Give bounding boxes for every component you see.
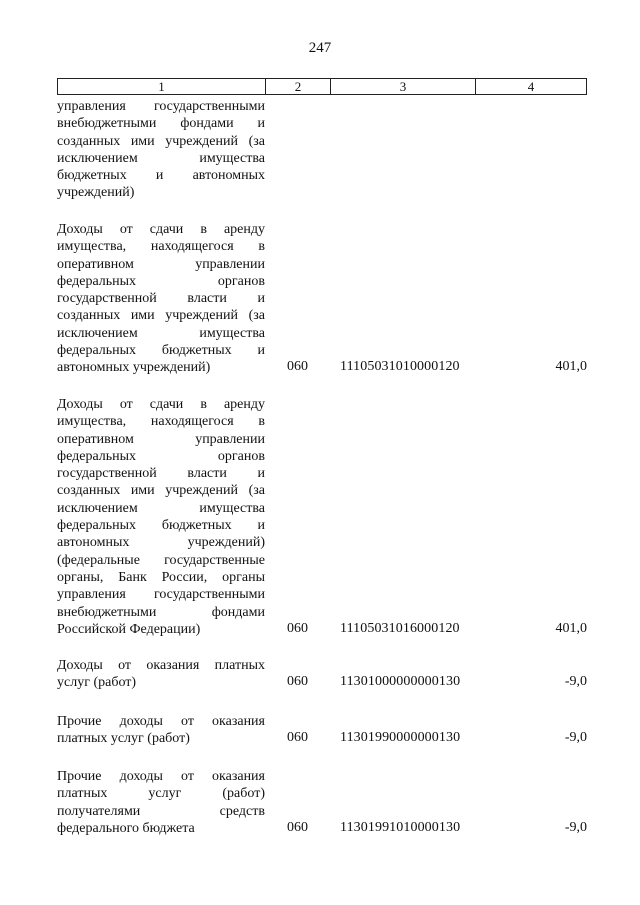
description-line: платных услуг (работ) bbox=[57, 731, 190, 747]
row-code: 060 bbox=[287, 819, 308, 835]
description-line: Доходы от сдачи в аренду bbox=[57, 397, 265, 412]
column-header-4: 4 bbox=[527, 79, 535, 94]
description-line: имущества, находящегося в bbox=[57, 414, 265, 430]
description-line: (федеральные государственные bbox=[57, 552, 265, 568]
row-classification-code: 11105031016000120 bbox=[340, 620, 460, 636]
description-line: федеральных органов bbox=[57, 448, 265, 464]
description-line: услуг (работ) bbox=[57, 675, 137, 691]
description-line: автономных учреждений) bbox=[57, 535, 265, 551]
description-line: управления государственными bbox=[57, 99, 265, 114]
row-code: 060 bbox=[287, 674, 308, 690]
page-number: 247 bbox=[308, 40, 332, 56]
row-amount: -9,0 bbox=[564, 819, 587, 835]
description-line: оперативном управлении bbox=[57, 256, 265, 272]
description-line: созданных ими учреждений (за bbox=[57, 483, 265, 499]
description-line: Доходы от оказания платных bbox=[57, 658, 265, 673]
description-line: федерального бюджета bbox=[57, 820, 195, 836]
row-classification-code: 11301000000000130 bbox=[340, 674, 461, 690]
column-header-1: 1 bbox=[58, 79, 266, 94]
description-line: имущества, находящегося в bbox=[57, 239, 265, 255]
description-line: исключением имущества bbox=[57, 150, 265, 166]
description-line: учреждений) bbox=[57, 185, 135, 201]
description-line: созданных ими учреждений (за bbox=[57, 308, 265, 324]
description-line: автономных учреждений) bbox=[57, 360, 211, 376]
row-classification-code: 11105031010000120 bbox=[340, 359, 460, 375]
row-description bbox=[57, 768, 265, 837]
description-line: управления государственными bbox=[57, 587, 265, 603]
description-line: Прочие доходы от оказания bbox=[57, 769, 265, 784]
description-line: внебюджетными фондами bbox=[57, 604, 265, 620]
description-line: государственной власти и bbox=[57, 291, 265, 307]
row-amount: -9,0 bbox=[564, 674, 587, 690]
description-line: федеральных органов bbox=[57, 273, 265, 289]
column-header-3: 3 bbox=[331, 79, 476, 94]
description-line: платных услуг (работ) bbox=[57, 786, 265, 802]
column-header-2: 2 bbox=[266, 79, 331, 94]
row-code: 060 bbox=[287, 620, 308, 636]
description-line: федеральных бюджетных и bbox=[57, 518, 265, 534]
row-code: 060 bbox=[287, 730, 308, 746]
description-line: исключением имущества bbox=[57, 325, 265, 341]
description-line: оперативном управлении bbox=[57, 431, 265, 447]
description-line: федеральных бюджетных и bbox=[57, 343, 265, 359]
row-classification-code: 11301991010000130 bbox=[340, 819, 461, 835]
description-line: созданных ими учреждений (за bbox=[57, 133, 265, 149]
description-line: внебюджетными фондами и bbox=[57, 116, 265, 132]
row-amount: 401,0 bbox=[555, 359, 587, 375]
row-amount: 401,0 bbox=[555, 620, 587, 636]
description-line: Доходы от сдачи в аренду bbox=[57, 222, 265, 237]
description-line: Российской Федерации) bbox=[57, 621, 201, 637]
row-description bbox=[57, 98, 265, 202]
row-classification-code: 11301990000000130 bbox=[340, 730, 461, 746]
description-line: исключением имущества bbox=[57, 500, 265, 516]
description-line: Прочие доходы от оказания bbox=[57, 714, 265, 729]
row-description bbox=[57, 221, 265, 377]
description-line: органы, Банк России, органы bbox=[57, 569, 265, 585]
row-description bbox=[57, 713, 265, 748]
row-description bbox=[57, 657, 265, 692]
row-code: 060 bbox=[287, 359, 308, 375]
description-line: государственной власти и bbox=[57, 466, 265, 482]
row-amount: -9,0 bbox=[564, 730, 587, 746]
column-header-row bbox=[57, 78, 587, 95]
description-line: бюджетных и автономных bbox=[57, 168, 265, 184]
row-description bbox=[57, 396, 265, 638]
description-line: получателями средств bbox=[57, 803, 265, 819]
